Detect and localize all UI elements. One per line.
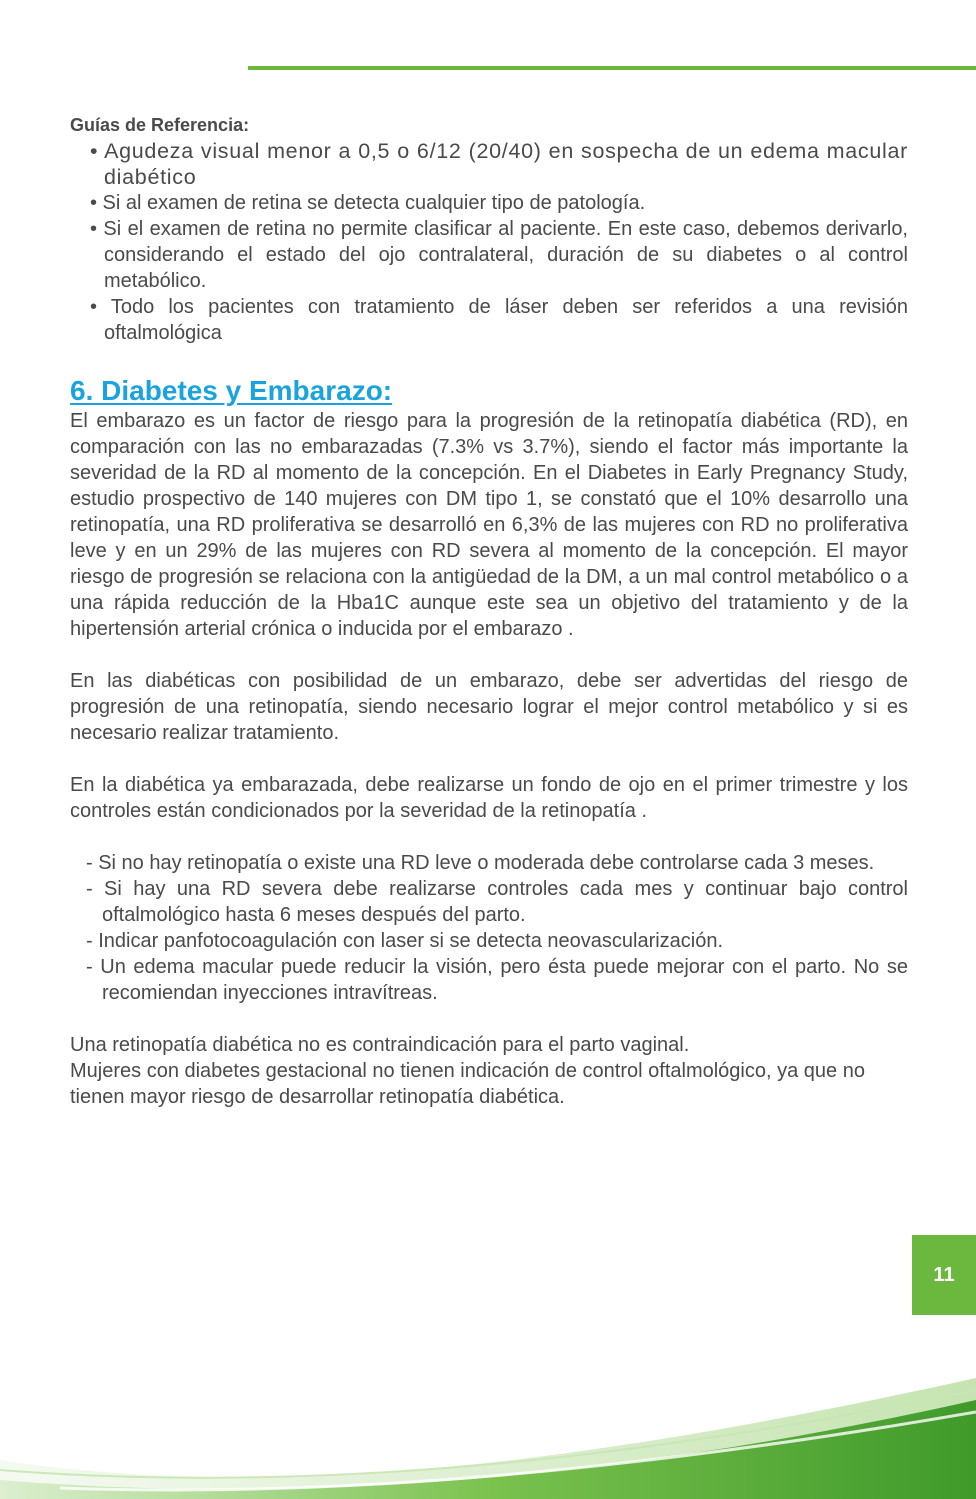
header-divider (248, 66, 976, 70)
control-item: - Un edema macular puede reducir la visión, pero ésta puede mejorar con el parto. No se recomiendan inyecciones intravítreas. (86, 956, 908, 1004)
reference-list (70, 138, 908, 346)
paragraph-planning: En las diabéticas con posibilidad de un embarazo, debe ser advertidas del riesgo de progresión de una retinopatía, siendo necesario lograr el mejor control metabólico y si es necesario realizar tratamiento. (70, 670, 908, 744)
reference-item: • Si el examen de retina no permite clasificar al paciente. En este caso, debemos derivarlo, considerando el estado del ojo contralateral, duración de su diabetes o al control metabólico. (90, 218, 908, 292)
control-item: - Si hay una RD severa debe realizarse controles cada mes y continuar bajo control oftalmológico hasta 6 meses después del parto. (86, 878, 908, 926)
reference-item: • Agudeza visual menor a 0,5 o 6/12 (20/40) en sospecha de un edema macular diabético (90, 139, 908, 189)
closing-line: Una retinopatía diabética no es contraindicación para el parto vaginal. (70, 1034, 690, 1056)
reference-item: • Todo los pacientes con tratamiento de láser deben ser referidos a una revisión oftalmológica (90, 296, 908, 344)
control-item: - Indicar panfotocoagulación con laser si se detecta neovascularización. (86, 930, 724, 952)
control-list (70, 850, 908, 1006)
paragraph-intro: El embarazo es un factor de riesgo para la progresión de la retinopatía diabética (RD), en comparación con las no embarazadas (7.3% vs 3.7%), siendo el factor más importante la severidad de la RD al momento de la concepción. En el Diabetes in Early Pregnancy Study, estudio prospectivo de 140 mujeres con DM tipo 1, se constató que el 10% desarrollo una retinopatía, una RD proliferativa se desarrolló en 6,3% de las mujeres con RD no proliferativa leve y en un 29% de las mujeres con RD severa al momento de la concepción. El mayor riesgo de progresión se relaciona con la antigüedad de la DM, a un mal control metabólico o a una rápida reducción de la Hba1C aunque este sea un objetivo del tratamiento y de la hipertensión arterial crónica o inducida por el embarazo . (70, 410, 908, 640)
paragraph-pregnant: En la diabética ya embarazada, debe realizarse un fondo de ojo en el primer trimestre y los controles están condicionados por la severidad de la retinopatía . (70, 774, 908, 822)
page-number-tab (912, 1235, 976, 1315)
reference-heading: Guías de Referencia: (70, 115, 250, 135)
page-number: 11 (933, 1263, 955, 1286)
closing-line: Mujeres con diabetes gestacional no tienen indicación de control oftalmológico, ya que no tienen mayor riesgo de desarrollar retinopatía diabética. (70, 1060, 865, 1108)
reference-item: • Si al examen de retina se detecta cualquier tipo de patología. (90, 192, 646, 214)
page-content (70, 112, 908, 1110)
footer-swoosh (0, 1360, 976, 1499)
control-item: - Si no hay retinopatía o existe una RD leve o moderada debe controlarse cada 3 meses. (86, 852, 875, 874)
section-title: 6. Diabetes y Embarazo: (70, 375, 393, 406)
closing-notes (70, 1032, 908, 1110)
